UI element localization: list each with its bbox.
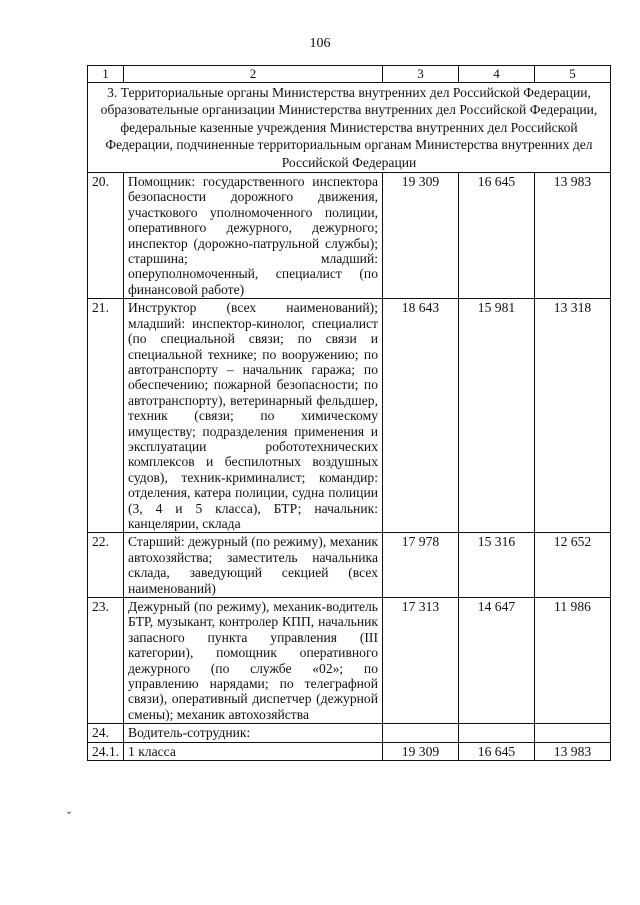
column-header-3: 3 (383, 66, 459, 83)
table-row (88, 173, 611, 299)
row-description: Старший: дежурный (по режиму), механик автохозяйства; заместитель начальника склада, заведующий секцией (всех наименований) (124, 533, 383, 598)
column-header-4: 4 (459, 66, 535, 83)
row-description: Дежурный (по режиму), механик-водитель БТР, музыкант, контролер КПП, начальник запасного пункта управления (III категории), помощник оперативного дежурного (по службе «02»; по управлению нарядами; по телеграфной связи), оперативный диспетчер (дежурной смены); механик автохозяйства (124, 598, 383, 724)
table-row (88, 299, 611, 533)
column-header-1: 1 (88, 66, 124, 83)
row-value-col4: 15 316 (459, 533, 535, 598)
table-row (88, 724, 611, 742)
row-value-col3: 19 309 (383, 742, 459, 760)
table-row (88, 533, 611, 598)
margin-mark: ˇ (67, 809, 71, 823)
table-row (88, 742, 611, 760)
row-number: 22. (88, 533, 124, 598)
row-number: 24.1. (88, 742, 124, 760)
row-value-col4: 16 645 (459, 742, 535, 760)
row-value-col5: 13 318 (535, 299, 611, 533)
row-description: Инструктор (всех наименований); младший: инспектор-кинолог, специалист (по специальной связи; по связи и специальной технике; по вооружению; по автотранспорту – начальник гаража; по обеспечению; пожарной безопасности; по автотранспорту), ветеринарный фельдшер, техник (связи; по химическому имуществу; подразделения применения и эксплуатации робототехнических комплексов и беспилотных воздушных судов), техник-криминалист; командир: отделения, катера полиции, судна полиции (3, 4 и 5 класса), БТР; начальник: канцелярии, склада (124, 299, 383, 533)
row-description: 1 класса (124, 742, 383, 760)
column-header-row (88, 66, 611, 83)
row-value-col4 (459, 724, 535, 742)
column-header-5: 5 (535, 66, 611, 83)
row-value-col3: 17 978 (383, 533, 459, 598)
row-value-col5: 12 652 (535, 533, 611, 598)
row-description: Водитель-сотрудник: (124, 724, 383, 742)
salary-table (87, 65, 611, 761)
row-value-col3: 19 309 (383, 173, 459, 299)
row-number: 21. (88, 299, 124, 533)
row-value-col4: 14 647 (459, 598, 535, 724)
row-value-col5: 13 983 (535, 742, 611, 760)
row-description: Помощник: государственного инспектора безопасности дорожного движения, участкового уполномоченного полиции, оперативного дежурного, дежурного; инспектор (дорожно-патрульной службы); старшина; младший: оперуполномоченный, специалист (по финансовой работе) (124, 173, 383, 299)
row-value-col3: 17 313 (383, 598, 459, 724)
column-header-2: 2 (124, 66, 383, 83)
row-value-col5 (535, 724, 611, 742)
row-number: 24. (88, 724, 124, 742)
row-value-col3: 18 643 (383, 299, 459, 533)
row-value-col3 (383, 724, 459, 742)
row-number: 23. (88, 598, 124, 724)
page-number: 106 (309, 36, 331, 51)
row-value-col5: 13 983 (535, 173, 611, 299)
row-number: 20. (88, 173, 124, 299)
row-value-col5: 11 986 (535, 598, 611, 724)
section-row (88, 83, 611, 173)
table-row (88, 598, 611, 724)
row-value-col4: 16 645 (459, 173, 535, 299)
row-value-col4: 15 981 (459, 299, 535, 533)
section-title: 3. Территориальные органы Министерства внутренних дел Российской Федерации, образовательные организации Министерства внутренних дел Российской Федерации, федеральные казенные учреждения Министерства внутренних дел Российской Федерации, подчиненные территориальным органам Министерства внутренних дел Российской Федерации (88, 83, 611, 173)
